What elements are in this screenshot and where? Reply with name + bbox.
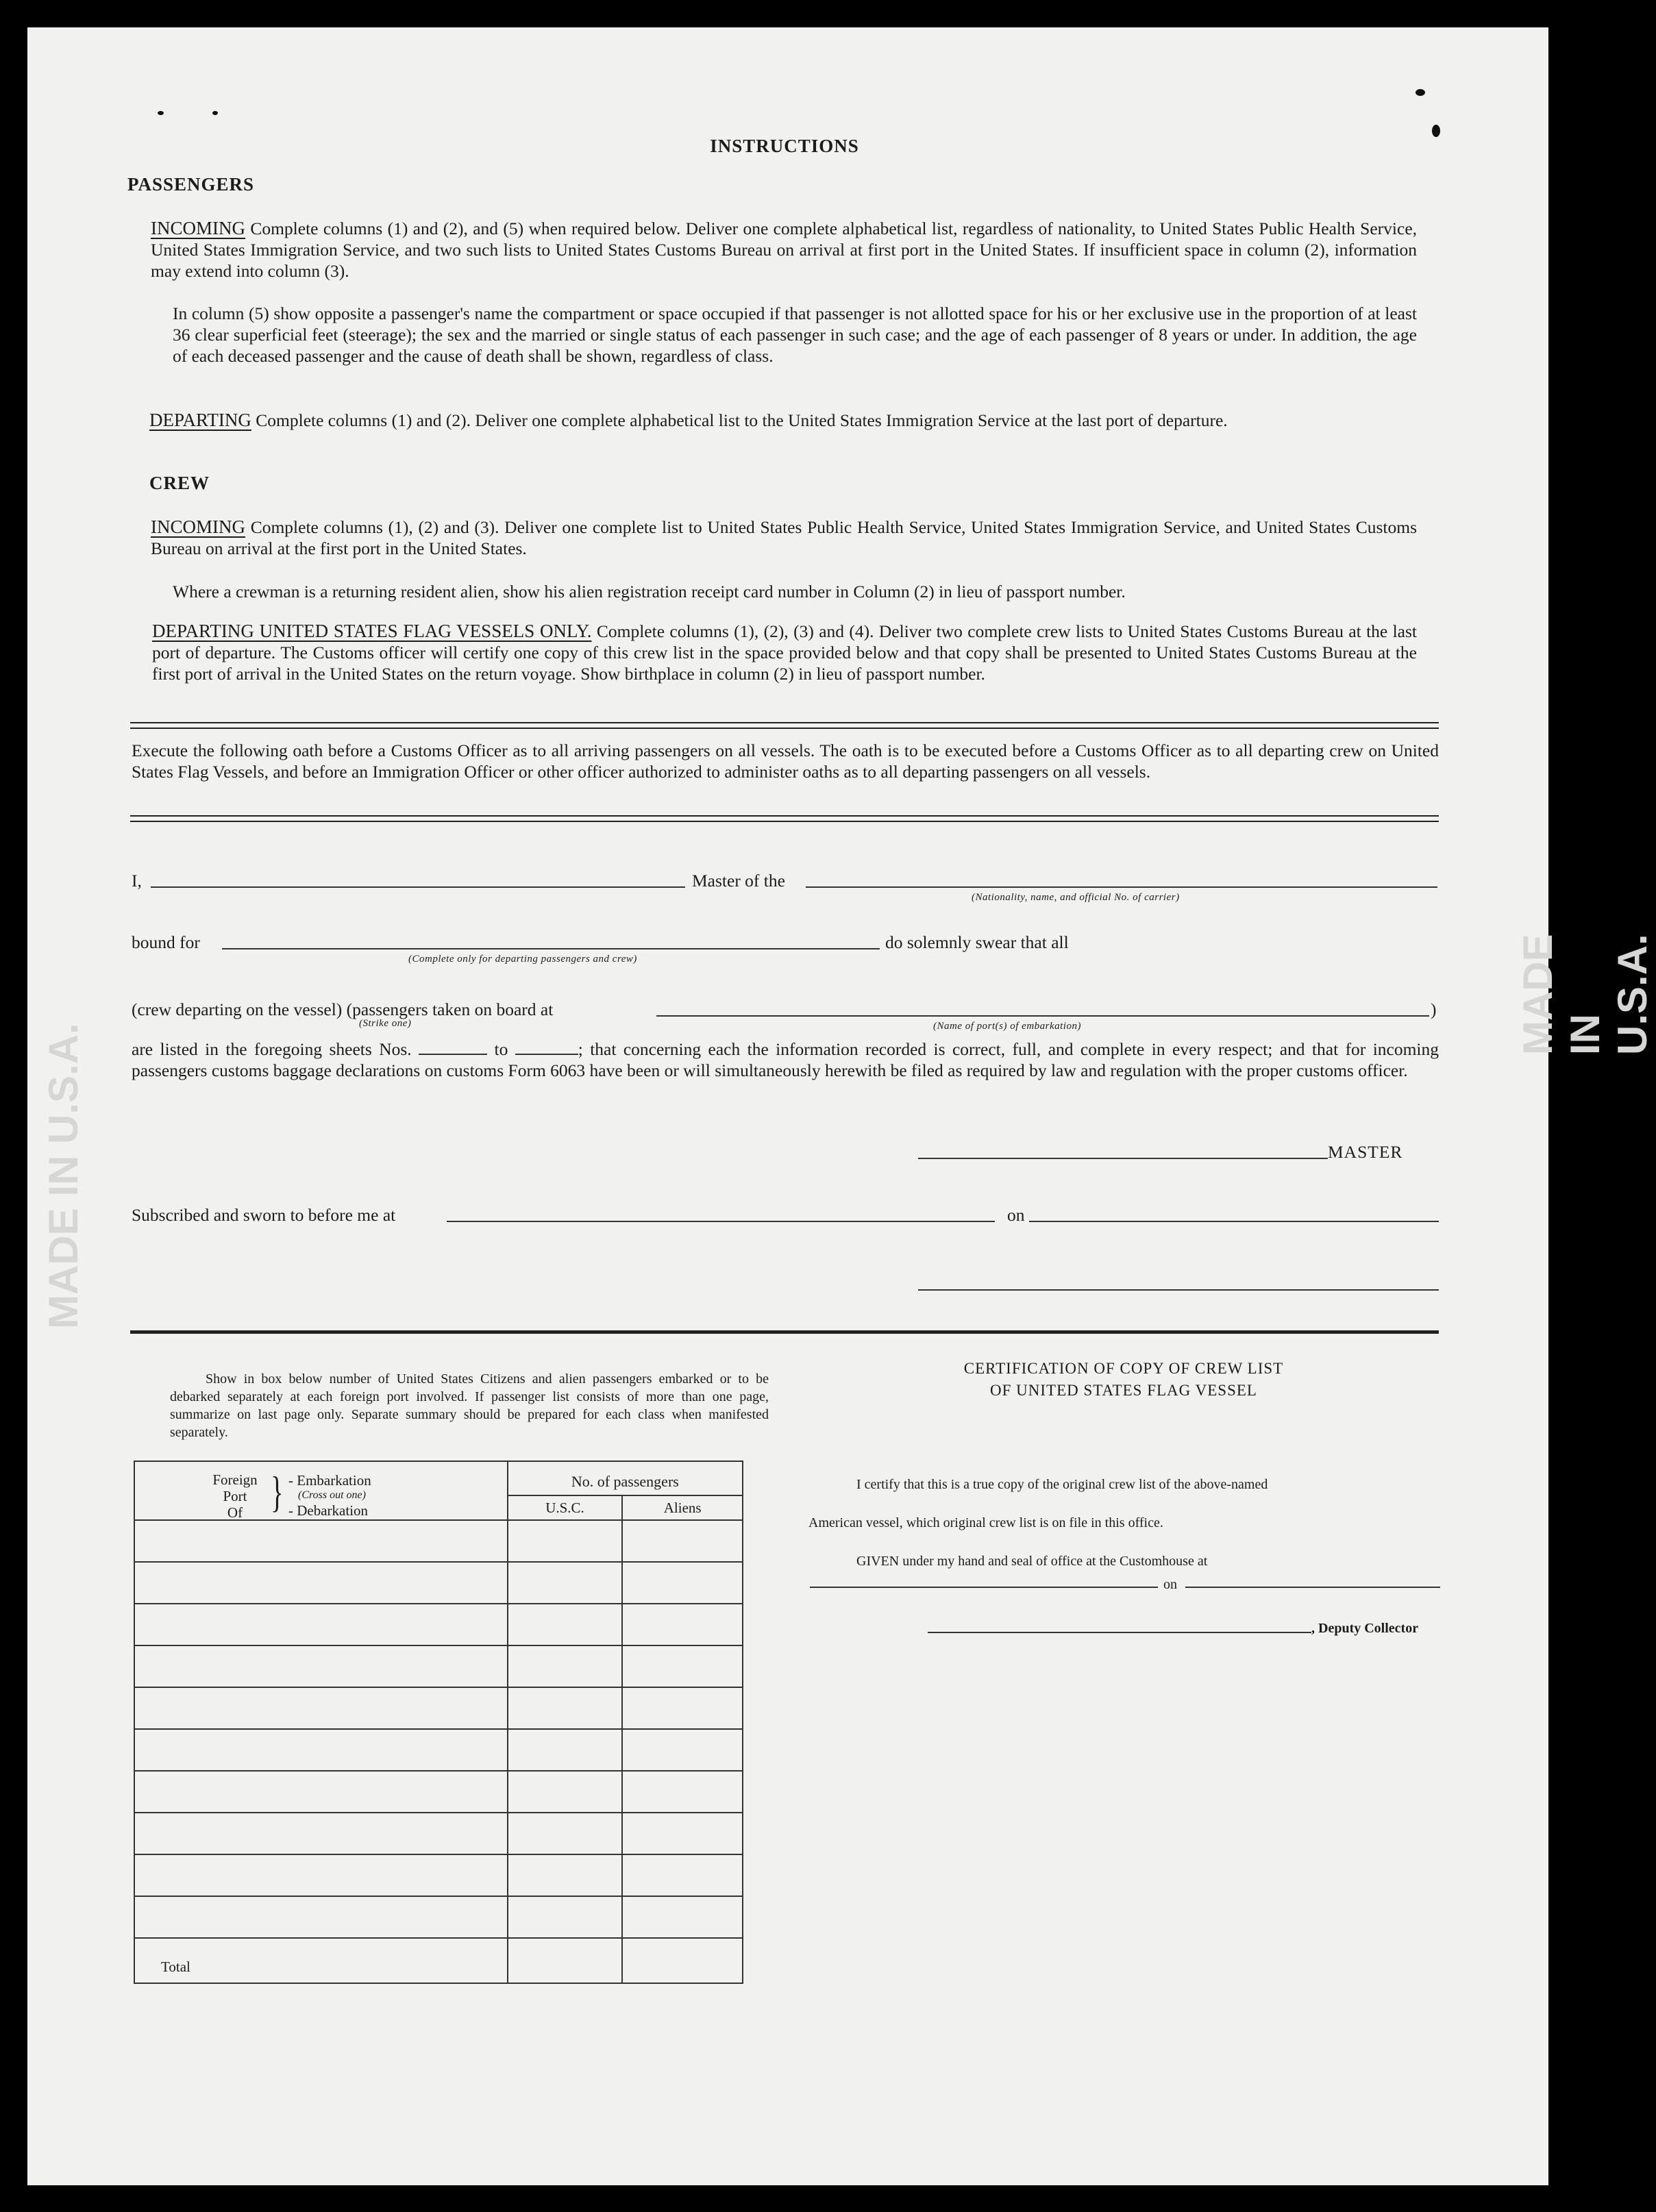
bound-for-field[interactable] <box>222 948 880 949</box>
master-label: MASTER <box>1328 1142 1403 1162</box>
customhouse-date-field[interactable] <box>1185 1587 1440 1588</box>
summary-row-aliens[interactable] <box>622 1687 743 1729</box>
crew-departing-label: DEPARTING UNITED STATES FLAG VESSELS ONLY. <box>152 621 592 641</box>
bound-hint: (Complete only for departing passengers and crew) <box>408 954 637 965</box>
american-vessel-text: American vessel, which original crew list is on file in this office. <box>808 1515 1163 1530</box>
summary-row-aliens[interactable] <box>622 1854 743 1896</box>
usc-header: U.S.C. <box>508 1495 623 1520</box>
embarkation-label: - Embarkation <box>288 1472 371 1489</box>
summary-row-port[interactable] <box>134 1562 508 1604</box>
embarkation-port-field[interactable] <box>656 1015 1429 1017</box>
summary-row-usc[interactable] <box>508 1771 623 1813</box>
certify-text: I certify that this is a true copy of the original crew list of the above-named <box>856 1477 1268 1492</box>
customhouse-place-field[interactable] <box>810 1587 1158 1588</box>
summary-row-aliens[interactable] <box>622 1562 743 1604</box>
summary-row-usc[interactable] <box>508 1813 623 1854</box>
sheet-from-field[interactable] <box>419 1040 487 1055</box>
debarkation-label: - Debarkation <box>288 1502 369 1519</box>
given-text: GIVEN under my hand and seal of office at the Customhouse at <box>856 1554 1208 1569</box>
summary-row-port[interactable] <box>134 1729 508 1771</box>
sheet-to-field[interactable] <box>515 1040 578 1055</box>
passengers-departing-block <box>149 410 1417 431</box>
aliens-header: Aliens <box>622 1495 743 1520</box>
oath-listed-block <box>132 1039 1439 1081</box>
passengers-departing-label: DEPARTING <box>149 410 251 430</box>
page-title: INSTRUCTIONS <box>710 136 859 156</box>
divider-double <box>130 815 1439 822</box>
summary-row-aliens[interactable] <box>622 1813 743 1854</box>
summary-instructions: Show in box below number of United States Citizens and alien passengers embarked or to be debarked separately at each foreign port involved. If passenger list consists of more than one page, summarize on last page only. Separate summary should be prepared for each class when manifested separately. <box>170 1371 769 1440</box>
oath-on: on <box>1007 1205 1025 1225</box>
certification-on: on <box>1163 1577 1177 1592</box>
summary-row-port[interactable] <box>134 1771 508 1813</box>
passengers-incoming-label: INCOMING <box>151 218 245 238</box>
summary-row-port[interactable] <box>134 1604 508 1645</box>
oath-crew-departing: (crew departing on the vessel) (passengers taken on board at <box>132 999 554 1019</box>
oath-bound-for: bound for <box>132 932 200 952</box>
port-hint: (Name of port(s) of embarkation) <box>933 1021 1081 1032</box>
section-divider <box>130 1330 1439 1334</box>
port-header-cell <box>134 1461 508 1520</box>
passengers-column5-text: In column (5) show opposite a passenger's name the compartment or space occupied if that passenger is not allotted space for his or her exclusive use in the proportion of at least 36 clear superficial feet (steerage); the sex and the married or single status of each passenger in such case; and the age of each passenger of 8 years or under. In addition, the age of each deceased passenger and the cause of death shall be shown, regardless of class. <box>173 303 1417 366</box>
summary-row-usc[interactable] <box>508 1687 623 1729</box>
strike-one-hint: (Strike one) <box>359 1018 412 1029</box>
total-label: Total <box>134 1938 508 1983</box>
crew-departing-text: Complete columns (1), (2), (3) and (4). Deliver two complete crew lists to United States Customs Bureau at the last port of departure. The Customs officer will certify one copy of this crew list in the space provided below and that copy shall be presented to United States Customs Bureau at the first port of arrival in the United States on the return voyage. Show birthplace in column (2) in lieu of passport number. <box>152 621 1418 684</box>
margin-stamp-ghost: MADE IN U.S.A. <box>40 1023 86 1329</box>
divider-double <box>130 722 1439 729</box>
summary-row-usc[interactable] <box>508 1604 623 1645</box>
total-usc[interactable] <box>508 1938 623 1983</box>
oath-subscribed: Subscribed and sworn to before me at <box>132 1205 396 1225</box>
passenger-summary-table <box>134 1461 743 1984</box>
passengers-departing-text: Complete columns (1) and (2). Deliver one complete alphabetical list to the United States Immigration Service at the last port of departure. <box>256 410 1228 430</box>
summary-row-aliens[interactable] <box>622 1520 743 1562</box>
summary-row-aliens[interactable] <box>622 1771 743 1813</box>
carrier-field[interactable] <box>806 886 1437 888</box>
oath-close-paren: ) <box>1431 999 1437 1019</box>
passengers-incoming-text: Complete columns (1) and (2), and (5) when required below. Deliver one complete alphabetical list, regardless of nationality, to United States Public Health Service, United States Immigration Service, and two such lists to United States Customs Bureau on arrival at first port in the United States. If insufficient space in column (2), information may extend into column (3). <box>151 219 1418 281</box>
oath-swear: do solemnly swear that all <box>885 932 1069 952</box>
scan-speck <box>1416 89 1425 96</box>
oath-instructions: Execute the following oath before a Customs Officer as to all arriving passengers on all vessels. The oath is to be executed before a Customs Officer as to all departing crew on United States Flag Vessels, and before an Immigration Officer or other officer authorized to administer oaths as to all departing passengers on all vessels. <box>132 741 1439 782</box>
sworn-date-field[interactable] <box>1029 1221 1439 1222</box>
summary-row-aliens[interactable] <box>622 1604 743 1645</box>
crew-incoming-label: INCOMING <box>151 517 245 537</box>
summary-row-usc[interactable] <box>508 1854 623 1896</box>
carrier-hint: (Nationality, name, and official No. of carrier) <box>972 892 1180 903</box>
no-of-passengers-header: No. of passengers <box>508 1461 743 1495</box>
oath-master-of-the: Master of the <box>692 871 785 891</box>
oath-i-label: I, <box>132 871 142 891</box>
summary-row-port[interactable] <box>134 1854 508 1896</box>
scan-speck <box>212 111 218 115</box>
crew-alien-text: Where a crewman is a returning resident alien, show his alien registration receipt card number in Column (2) in lieu of passport number. <box>173 582 1126 601</box>
scan-speck <box>158 111 164 115</box>
summary-row-port[interactable] <box>134 1520 508 1562</box>
certification-heading <box>815 1358 1432 1402</box>
deputy-collector-signature-field[interactable] <box>928 1632 1311 1633</box>
certification-heading-line2: OF UNITED STATES FLAG VESSEL <box>990 1382 1257 1399</box>
document-page <box>27 27 1655 2185</box>
summary-row-aliens[interactable] <box>622 1896 743 1938</box>
total-aliens[interactable] <box>622 1938 743 1983</box>
summary-row-usc[interactable] <box>508 1729 623 1771</box>
crew-incoming-text: Complete columns (1), (2) and (3). Deliver one complete list to United States Public Health Service, United States Immigration Service, and United States Customs Bureau on arrival at the first port in the United States. <box>151 517 1418 558</box>
summary-row-usc[interactable] <box>508 1645 623 1687</box>
oath-listed-pre: are listed in the foregoing sheets Nos. <box>132 1039 412 1059</box>
summary-row-aliens[interactable] <box>622 1645 743 1687</box>
brace-icon: } <box>271 1467 284 1516</box>
oath-to: to <box>494 1039 508 1059</box>
summary-row-port[interactable] <box>134 1896 508 1938</box>
port-label: Port <box>223 1488 247 1504</box>
passengers-incoming-block <box>151 218 1417 282</box>
certification-heading-line1: CERTIFICATION OF COPY OF CREW LIST <box>963 1360 1284 1377</box>
foreign-label: Foreign <box>212 1471 258 1488</box>
sworn-place-field[interactable] <box>447 1221 995 1222</box>
passengers-heading: PASSENGERS <box>127 174 255 195</box>
summary-row-port[interactable] <box>134 1645 508 1687</box>
crew-heading: CREW <box>149 473 210 493</box>
oath-listed-post: ; that concerning each the information recorded is correct, full, and complete in every respect; and that for incoming passengers customs baggage declarations on customs Form 6063 have been or will simultaneously herewith be filed as required by law and regulation with the proper customs officer. <box>132 1039 1439 1080</box>
summary-row-aliens[interactable] <box>622 1729 743 1771</box>
crew-departing-block <box>152 621 1417 684</box>
master-name-field[interactable] <box>151 886 685 888</box>
cross-out-hint: (Cross out one) <box>298 1489 366 1501</box>
master-signature-field[interactable] <box>918 1158 1328 1159</box>
margin-stamp-ghost-right: MADE IN U.S.A. <box>1515 934 1655 1055</box>
deputy-collector-label: , Deputy Collector <box>1311 1621 1419 1636</box>
summary-row-port[interactable] <box>134 1687 508 1729</box>
crew-incoming-block <box>151 517 1417 559</box>
summary-row-usc[interactable] <box>508 1562 623 1604</box>
summary-row-usc[interactable] <box>508 1896 623 1938</box>
officer-signature-field[interactable] <box>918 1289 1439 1291</box>
summary-row-port[interactable] <box>134 1813 508 1854</box>
of-label: Of <box>227 1504 243 1521</box>
summary-row-usc[interactable] <box>508 1520 623 1562</box>
